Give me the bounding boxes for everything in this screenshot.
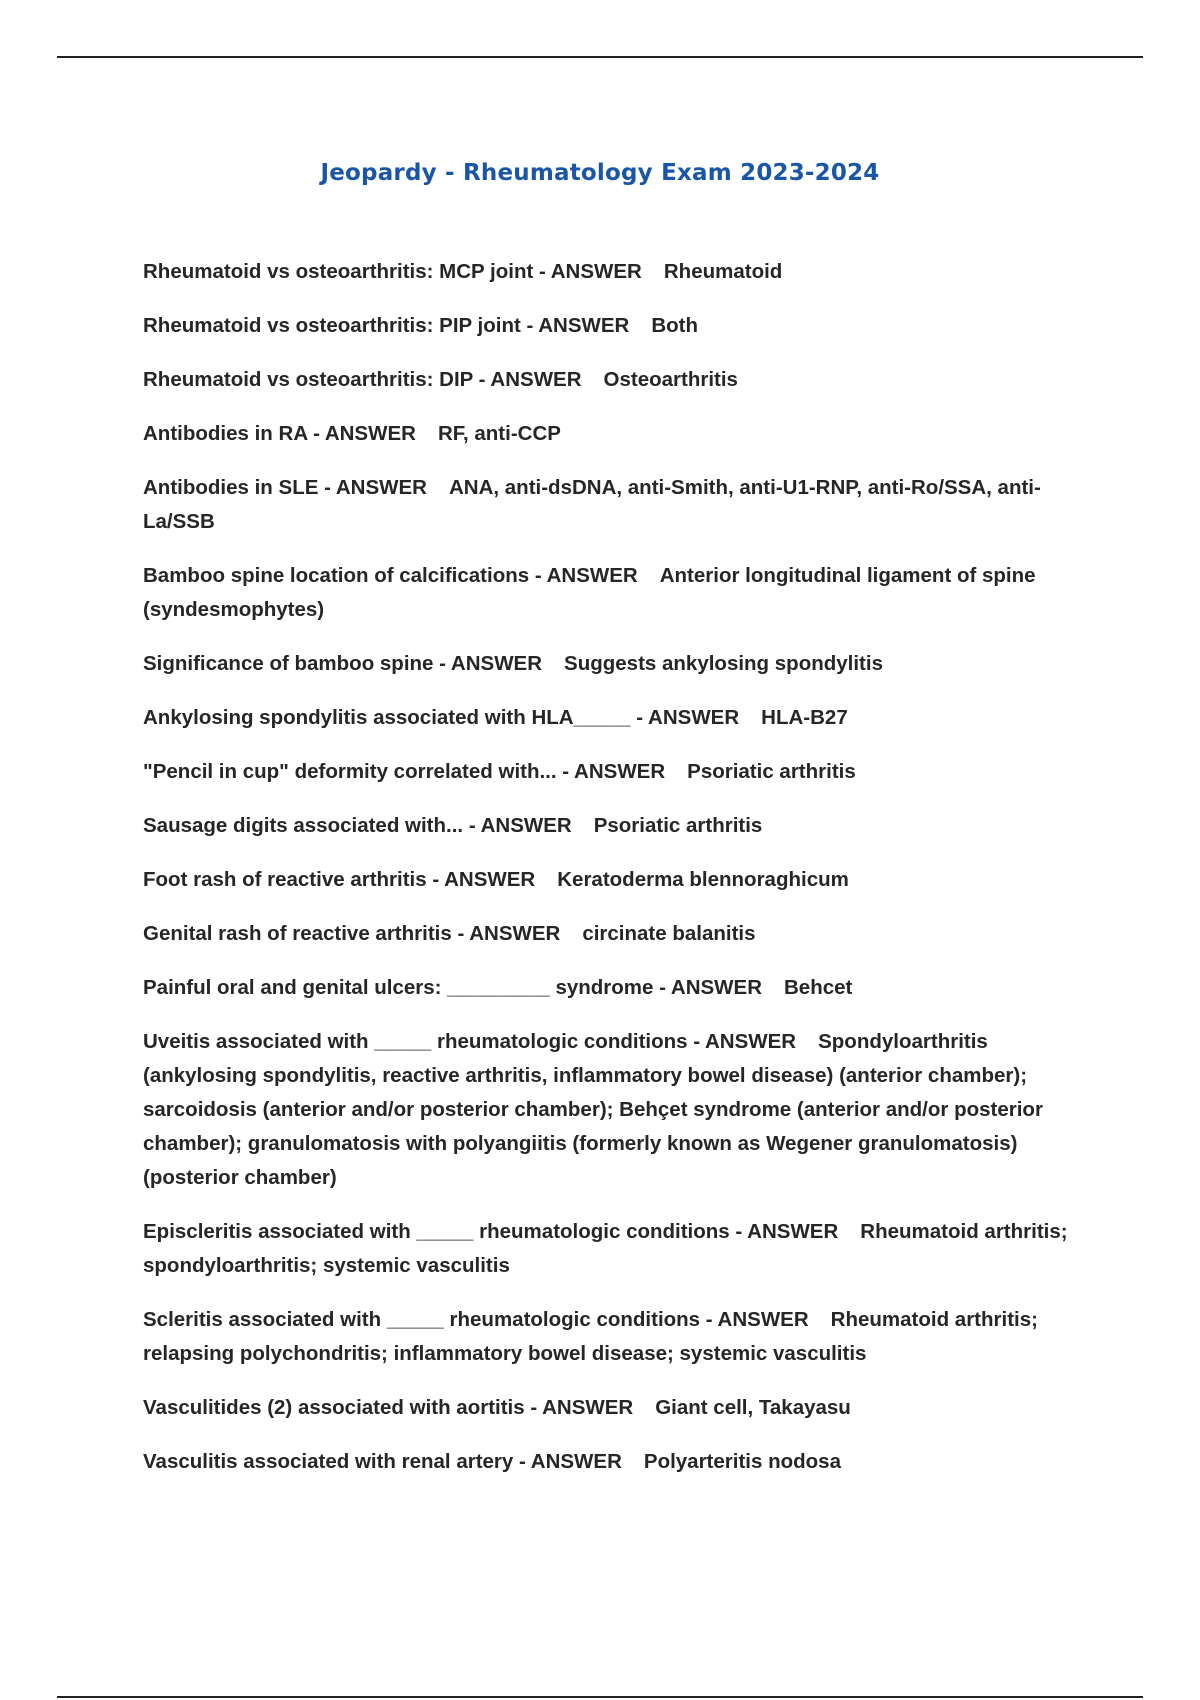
qa-answer: Suggests ankylosing spondylitis xyxy=(564,652,883,675)
qa-question: Antibodies in RA - ANSWER xyxy=(143,422,416,445)
qa-answer: Psoriatic arthritis xyxy=(593,814,763,837)
qa-question: Rheumatoid vs osteoarthritis: PIP joint - ANSWER xyxy=(143,314,630,337)
qa-item xyxy=(143,755,1093,789)
qa-item xyxy=(143,809,1093,843)
qa-item xyxy=(143,559,1093,627)
qa-question: Foot rash of reactive arthritis - ANSWER xyxy=(143,868,536,891)
top-divider xyxy=(57,56,1143,58)
qa-answer: ANA, anti-dsDNA, anti-Smith, anti-U1-RNP, anti-Ro/SSA, anti-La/SSB xyxy=(143,476,1041,533)
qa-question: Vasculitis associated with renal artery - ANSWER xyxy=(143,1450,622,1473)
qa-item xyxy=(143,471,1093,539)
qa-answer: circinate balanitis xyxy=(582,922,756,945)
qa-list xyxy=(143,255,1093,1499)
qa-question: Rheumatoid vs osteoarthritis: MCP joint - ANSWER xyxy=(143,260,642,283)
qa-question: Antibodies in SLE - ANSWER xyxy=(143,476,427,499)
qa-question: Rheumatoid vs osteoarthritis: DIP - ANSWER xyxy=(143,368,582,391)
qa-answer: Rheumatoid xyxy=(663,260,783,283)
qa-item xyxy=(143,1025,1093,1195)
qa-answer: Spondyloarthritis (ankylosing spondylitis, reactive arthritis, inflammatory bowel disease) (anterior chamber); sarcoidosis (anterior and/or posterior chamber); Behçet syndrome (anterior and/or posterior chamber); granulomatosis with polyangiitis (formerly known as Wegener granulomatosis) (posterior chamber) xyxy=(143,1030,1043,1189)
bottom-divider xyxy=(57,1696,1143,1698)
qa-answer: Giant cell, Takayasu xyxy=(655,1396,851,1419)
qa-item xyxy=(143,647,1093,681)
qa-item xyxy=(143,417,1093,451)
qa-item xyxy=(143,255,1093,289)
qa-answer: Psoriatic arthritis xyxy=(687,760,856,783)
page-title: Jeopardy - Rheumatology Exam 2023-2024 xyxy=(320,160,880,187)
qa-item xyxy=(143,1445,1093,1479)
qa-item xyxy=(143,917,1093,951)
qa-item xyxy=(143,701,1093,735)
qa-answer: Both xyxy=(651,314,699,337)
qa-answer: Anterior longitudinal ligament of spine (syndesmophytes) xyxy=(143,564,1036,621)
qa-question: Sausage digits associated with... - ANSWER xyxy=(143,814,572,837)
qa-item xyxy=(143,363,1093,397)
qa-question: Vasculitides (2) associated with aortitis - ANSWER xyxy=(143,1396,634,1419)
qa-item xyxy=(143,863,1093,897)
qa-item xyxy=(143,971,1093,1005)
qa-answer: Rheumatoid arthritis; spondyloarthritis; systemic vasculitis xyxy=(143,1220,1068,1277)
qa-question: Significance of bamboo spine - ANSWER xyxy=(143,652,543,675)
qa-question: Genital rash of reactive arthritis - ANSWER xyxy=(143,922,561,945)
qa-answer: HLA-B27 xyxy=(761,706,848,729)
qa-answer: Polyarteritis nodosa xyxy=(643,1450,841,1473)
qa-question: Uveitis associated with _____ rheumatologic conditions - ANSWER xyxy=(143,1030,797,1053)
qa-question: "Pencil in cup" deformity correlated with... - ANSWER xyxy=(143,760,666,783)
qa-question: Episcleritis associated with _____ rheumatologic conditions - ANSWER xyxy=(143,1220,839,1243)
qa-item xyxy=(143,1303,1093,1371)
qa-question: Scleritis associated with _____ rheumatologic conditions - ANSWER xyxy=(143,1308,809,1331)
qa-question: Ankylosing spondylitis associated with HLA_____ - ANSWER xyxy=(143,706,740,729)
qa-answer: Behcet xyxy=(784,976,853,999)
qa-answer: Keratoderma blennoraghicum xyxy=(557,868,849,891)
qa-answer: RF, anti-CCP xyxy=(437,422,561,445)
qa-item xyxy=(143,309,1093,343)
qa-item xyxy=(143,1215,1093,1283)
qa-answer: Osteoarthritis xyxy=(603,368,738,391)
qa-question: Bamboo spine location of calcifications - ANSWER xyxy=(143,564,638,587)
qa-item xyxy=(143,1391,1093,1425)
qa-question: Painful oral and genital ulcers: _________ syndrome - ANSWER xyxy=(143,976,762,999)
qa-answer: Rheumatoid arthritis; relapsing polychondritis; inflammatory bowel disease; systemic vasculitis xyxy=(143,1308,1038,1365)
